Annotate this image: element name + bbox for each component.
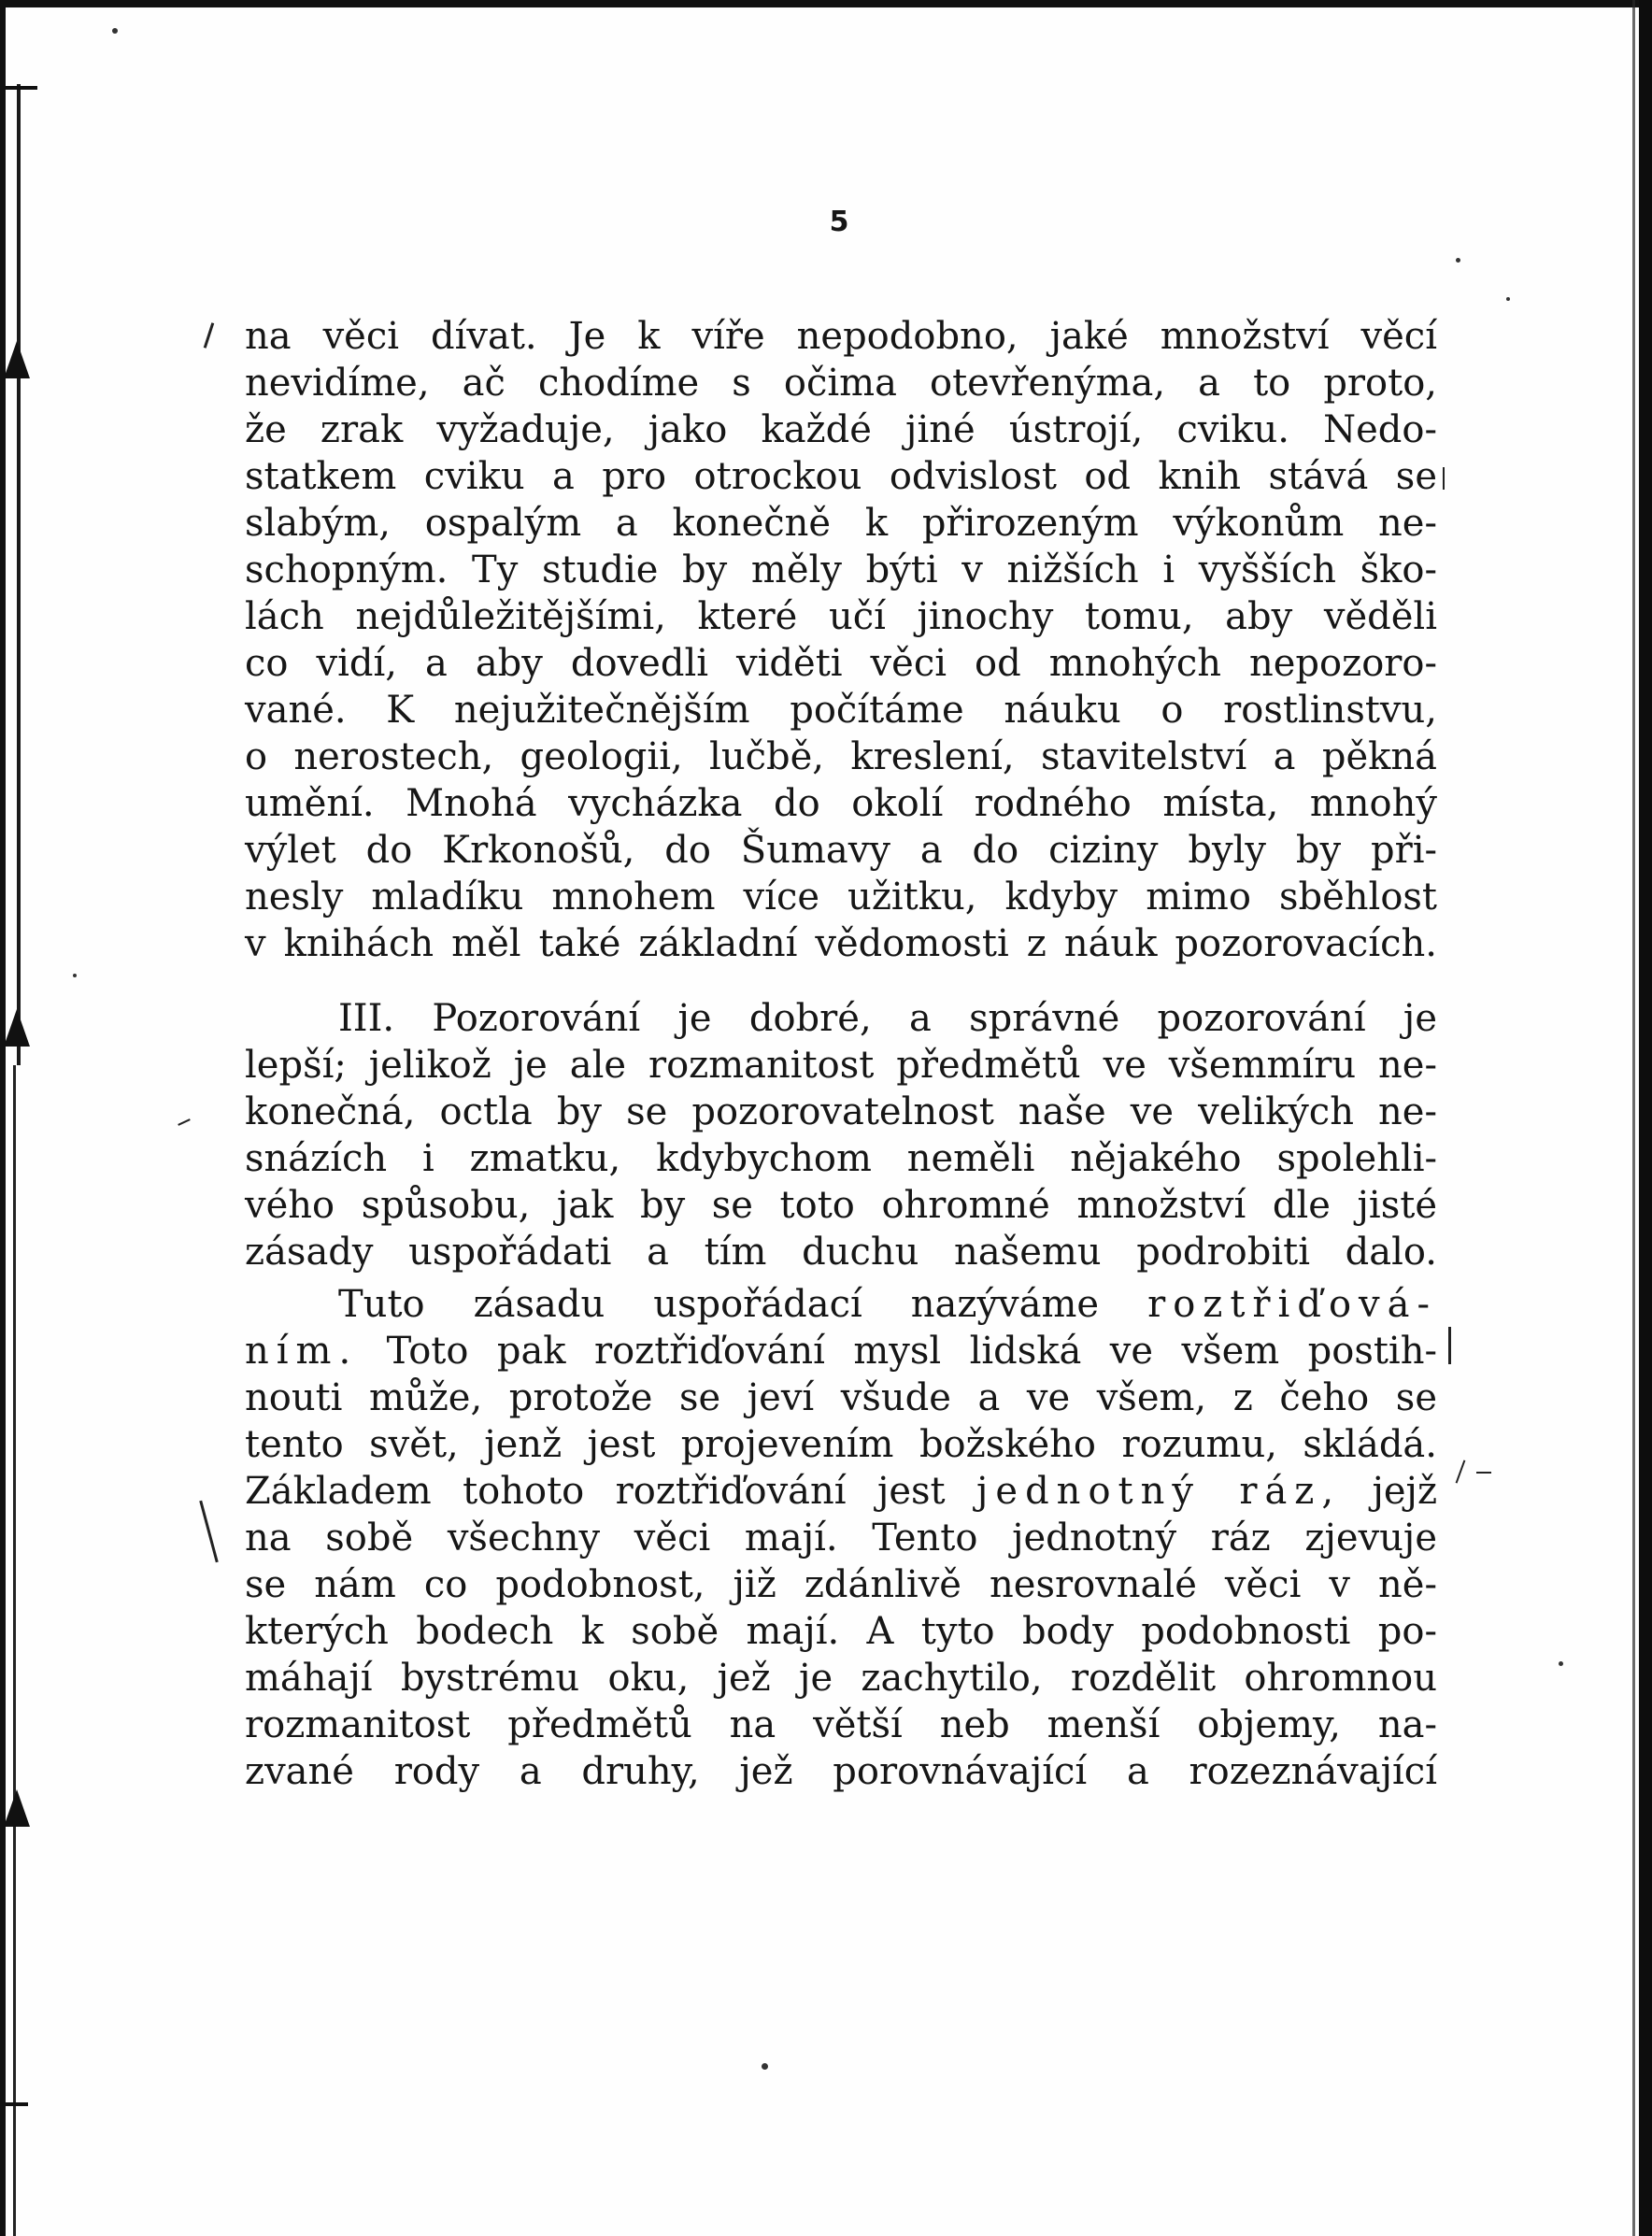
text-line: kterých bodech k sobě mají. A tyto body podobnosti po- [245, 1610, 1437, 1653]
top-scan-border [0, 0, 1652, 7]
text-line: Základem tohoto roztřiďování jest jednotný ráz, jejž [245, 1470, 1438, 1513]
text-line: lepší; jelikož je ale rozmanitost předmětů ve všemmíru ne- [245, 1044, 1437, 1087]
emphasized-term: jednotný ráz, [976, 1470, 1342, 1513]
text-line: III. Pozorování je dobré, a správné pozorování je [338, 997, 1437, 1040]
binding-tick-mark [0, 86, 37, 90]
binding-tick-mark [0, 2102, 28, 2106]
page-number: 5 [829, 206, 849, 238]
margin-pencil-mark [199, 1501, 218, 1562]
binding-arrow-mark [4, 341, 30, 378]
text-line: nesly mladíku mnohem více užitku, kdyby mimo sběhlost [245, 876, 1437, 919]
text-line: konečná, octla by se pozorovatelnost naše ve velikých ne- [245, 1090, 1437, 1133]
dust-speck [1559, 1661, 1563, 1666]
emphasized-term: roztřiďová- [1147, 1283, 1437, 1326]
text-line: že zrak vyžaduje, jako každé jiné ústrojí, cviku. Nedo- [245, 408, 1437, 451]
text-line: rozmanitost předmětů na větší neb menší objemy, na- [245, 1703, 1437, 1746]
text-line: o nerostech, geologii, lučbě, kreslení, stavitelství a pěkná [245, 735, 1437, 778]
binding-arrow-mark [4, 1789, 30, 1827]
text-line: na sobě všechny věci mají. Tento jednotný ráz zjevuje [245, 1517, 1437, 1560]
margin-pencil-mark [1456, 1460, 1466, 1483]
right-scan-shadow [1632, 0, 1635, 2236]
text-line: schopným. Ty studie by měly býti v nižších i vyšších ško- [245, 548, 1437, 591]
text-line: ním. Toto pak roztřiďování mysl lidská ve všem postih- [245, 1330, 1437, 1373]
margin-pencil-mark [178, 1118, 191, 1126]
emphasized-term: ním. [245, 1330, 359, 1373]
text-line: výlet do Krkonošů, do Šumavy a do ciziny byly by při- [245, 829, 1437, 872]
text-line: umění. Mnohá vycházka do okolí rodného místa, mnohý [245, 782, 1437, 825]
dust-speck [762, 2063, 768, 2070]
text-line: slabým, ospalým a konečně k přirozeným výkonům ne- [245, 502, 1437, 545]
text-line: v knihách měl také základní vědomosti z náuk pozorovacích. [245, 922, 1437, 965]
text-line: zásady uspořádati a tím duchu našemu podrobiti dalo. [245, 1231, 1437, 1274]
text-line: vané. K nejužitečnějším počítáme náuku o rostlinstvu, [245, 689, 1437, 732]
margin-pencil-mark [1476, 1472, 1491, 1474]
paragraph-gap [245, 967, 1437, 995]
text-line: se nám co podobnost, již zdánlivě nesrovnalé věci v ně- [245, 1563, 1437, 1606]
text-line: zvané rody a druhy, jež porovnávající a rozeznávající [245, 1750, 1437, 1793]
text-line: snázích i zmatku, kdybychom neměli nějakého spolehli- [245, 1137, 1437, 1180]
text-line: máhají bystrému oku, jež je zachytilo, rozdělit ohromnou [245, 1657, 1437, 1700]
text-line: Tuto zásadu uspořádací nazýváme roztřiďová- [338, 1283, 1437, 1326]
body-text [245, 313, 1437, 1795]
dust-speck [1506, 297, 1510, 301]
right-scan-border [1639, 0, 1652, 2236]
binding-arrow-mark [4, 1009, 30, 1047]
text-line: co vidí, a aby dovedli viděti věci od mnohých nepozoro- [245, 642, 1437, 685]
dust-speck [1456, 258, 1460, 263]
binding-shadow-lower [13, 1065, 16, 2236]
margin-pencil-mark [204, 322, 215, 349]
margin-pencil-mark [1443, 467, 1445, 490]
text-line: lách nejdůležitějšími, které učí jinochy tomu, aby věděli [245, 595, 1437, 638]
dust-speck [112, 28, 118, 34]
dust-speck [73, 974, 77, 977]
text-line: tento svět, jenž jest projevením božského rozumu, skládá. [245, 1423, 1437, 1466]
margin-pencil-mark [1448, 1327, 1451, 1364]
left-scan-border [0, 0, 6, 2236]
text-line: vého spůsobu, jak by se toto ohromné množství dle jisté [245, 1184, 1437, 1227]
text-line: na věci dívat. Je k víře nepodobno, jaké množství věcí [245, 315, 1437, 358]
text-line: nouti může, protože se jeví všude a ve všem, z čeho se [245, 1376, 1437, 1419]
text-line: statkem cviku a pro otrockou odvislost od knih stává se [245, 455, 1437, 498]
text-line: nevidíme, ač chodíme s očima otevřenýma, a to proto, [245, 362, 1437, 405]
